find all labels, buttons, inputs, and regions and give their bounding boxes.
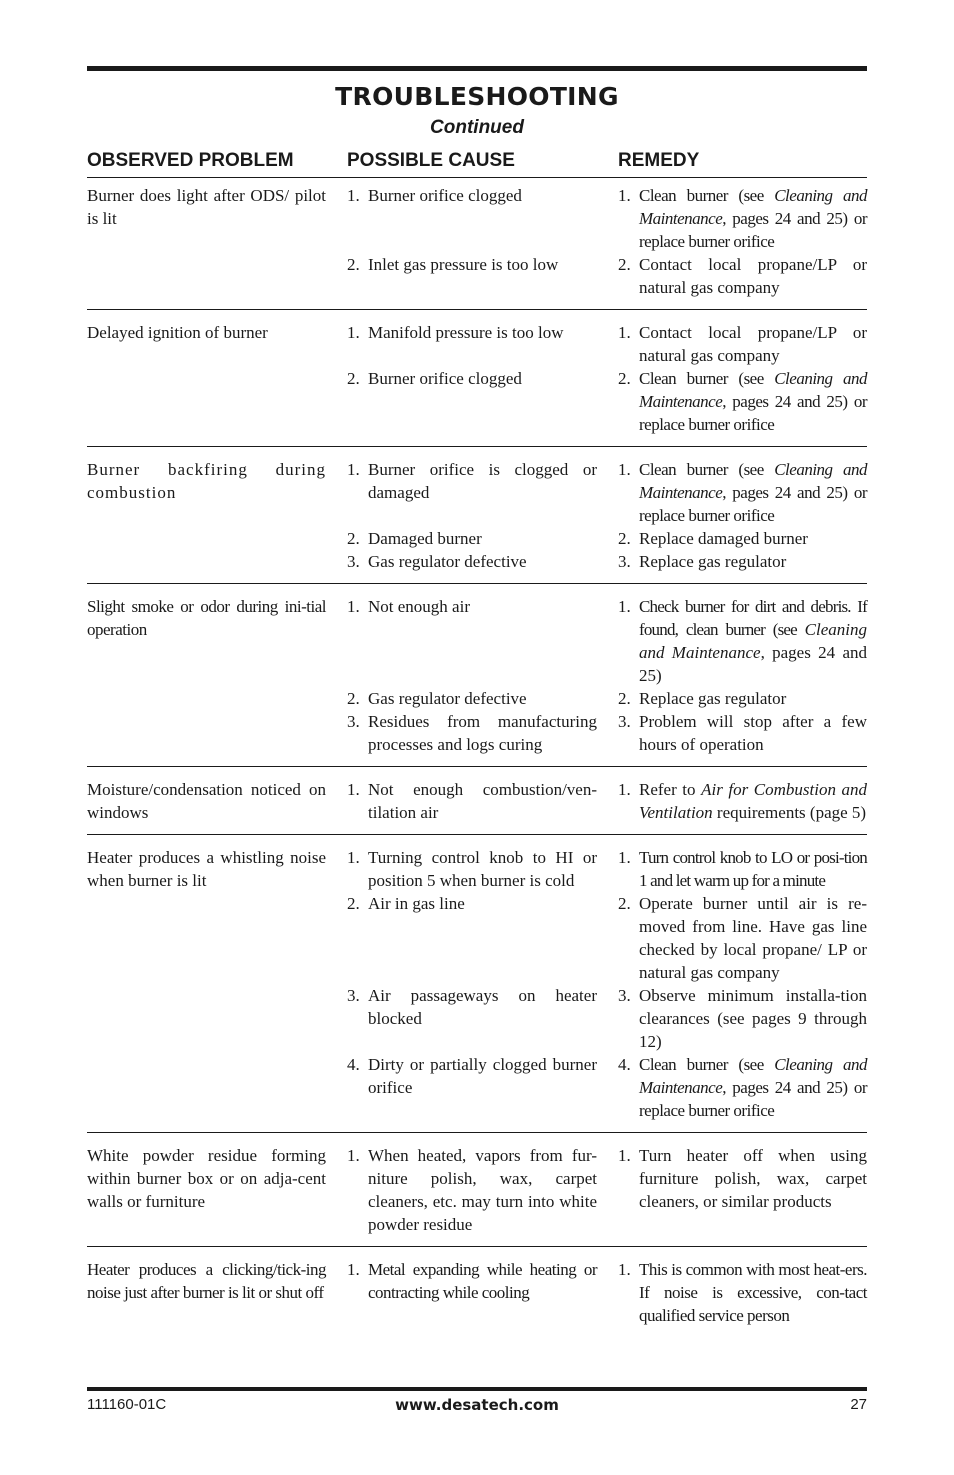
table-row xyxy=(87,584,867,767)
top-rule xyxy=(87,66,867,71)
remedy-item: 2. Replace gas regulator xyxy=(618,689,787,708)
possible-causes xyxy=(347,1258,597,1327)
website-link[interactable]: www.desatech.com xyxy=(395,1396,559,1414)
possible-causes xyxy=(347,1144,597,1236)
cause-item: 4. Dirty or partially clogged burner orifice xyxy=(347,1055,597,1097)
remedies xyxy=(618,184,867,299)
cause-item: 3. Gas regulator defective xyxy=(347,552,527,571)
remedies xyxy=(618,778,867,824)
remedy-item: 3. Observe minimum installa-tion clearances (see pages 9 through 12) xyxy=(618,986,867,1051)
remedy-item: 1. Turn heater off when using furniture polish, wax, carpet cleaners, or similar products xyxy=(618,1146,867,1211)
possible-causes xyxy=(347,846,597,1122)
troubleshooting-table xyxy=(87,178,867,1337)
observed-problem: Moisture/condensation noticed on windows xyxy=(87,780,326,822)
document-number: 111160-01C xyxy=(87,1396,167,1413)
remedy-item: 1. Check burner for dirt and debris. If found, clean burner (see Cleaning and Maintenance, pages 24 and 25) xyxy=(618,597,867,685)
cause-item: 2. Damaged burner xyxy=(347,529,482,548)
remedies xyxy=(618,458,867,573)
possible-causes xyxy=(347,595,597,756)
observed-problem: Delayed ignition of burner xyxy=(87,323,268,342)
cause-item: 2. Inlet gas pressure is too low xyxy=(347,255,559,274)
table-row xyxy=(87,1133,867,1247)
possible-causes xyxy=(347,778,597,824)
remedy-item: 2. Contact local propane/LP or natural gas company xyxy=(618,255,867,297)
remedy-item: 4. Clean burner (see Cleaning and Maintenance, pages 24 and 25) or replace burner orifice xyxy=(618,1055,867,1120)
cause-item: 2. Air in gas line xyxy=(347,894,465,913)
possible-causes xyxy=(347,458,597,573)
column-header-problem: OBSERVED PROBLEM xyxy=(87,150,294,171)
cause-item: 3. Air passageways on heater blocked xyxy=(347,986,597,1028)
page-number: 27 xyxy=(850,1396,867,1413)
cause-item: 2. Gas regulator defective xyxy=(347,689,527,708)
table-row xyxy=(87,835,867,1133)
cause-item: 1. Burner orifice clogged xyxy=(347,186,522,205)
remedy-item: 1. Turn control knob to LO or posi-tion 1 and let warm up for a minute xyxy=(618,848,867,890)
remedy-item: 2. Clean burner (see Cleaning and Maintenance, pages 24 and 25) or replace burner orifice xyxy=(618,369,867,434)
remedy-item: 2. Operate burner until air is re-moved from line. Have gas line checked by local propane/ LP or natural gas company xyxy=(618,894,867,982)
cause-item: 1. Burner orifice is clogged or damaged xyxy=(347,460,597,502)
page-subtitle: Continued xyxy=(430,117,524,138)
cause-item: 1. Turning control knob to HI or position 5 when burner is cold xyxy=(347,848,597,890)
table-row xyxy=(87,1247,867,1337)
remedies xyxy=(618,846,867,1122)
remedy-item: 1. Clean burner (see Cleaning and Maintenance, pages 24 and 25) or replace burner orifice xyxy=(618,460,867,525)
possible-causes xyxy=(347,184,597,299)
observed-problem: Heater produces a clicking/tick-ing noise just after burner is lit or shut off xyxy=(87,1260,326,1302)
remedy-item: 3. Problem will stop after a few hours of operation xyxy=(618,712,867,754)
observed-problem: Burner backfiring during combustion xyxy=(87,460,326,502)
remedies xyxy=(618,321,867,436)
column-header-cause: POSSIBLE CAUSE xyxy=(347,150,515,171)
table-row xyxy=(87,767,867,835)
remedy-item: 1. Contact local propane/LP or natural gas company xyxy=(618,323,867,365)
possible-causes xyxy=(347,321,597,436)
cause-item: 1. When heated, vapors from fur-niture polish, wax, carpet cleaners, etc. may turn into white powder residue xyxy=(347,1146,597,1234)
remedies xyxy=(618,1144,867,1236)
cause-item: 3. Residues from manufacturing processes and logs curing xyxy=(347,712,597,754)
cause-item: 1. Not enough combustion/ven-tilation air xyxy=(347,780,597,822)
remedy-item: 3. Replace gas regulator xyxy=(618,552,787,571)
table-row xyxy=(87,178,867,310)
observed-problem: Heater produces a whistling noise when burner is lit xyxy=(87,848,326,890)
observed-problem: Slight smoke or odor during ini-tial operation xyxy=(87,597,326,639)
observed-problem: White powder residue forming within burner box or on adja-cent walls or furniture xyxy=(87,1146,326,1211)
bottom-rule xyxy=(87,1387,867,1391)
column-header-remedy: REMEDY xyxy=(618,150,700,171)
cause-item: 2. Burner orifice clogged xyxy=(347,369,522,388)
remedies xyxy=(618,1258,867,1327)
remedies xyxy=(618,595,867,756)
remedy-item: 1. Clean burner (see Cleaning and Maintenance, pages 24 and 25) or replace burner orifice xyxy=(618,186,867,251)
table-row xyxy=(87,447,867,584)
cause-item: 1. Metal expanding while heating or contracting while cooling xyxy=(347,1260,597,1302)
remedy-item: 1. This is common with most heat-ers. If noise is excessive, con-tact qualified service person xyxy=(618,1260,867,1325)
cause-item: 1. Not enough air xyxy=(347,597,470,616)
page-title: TROUBLESHOOTING xyxy=(335,82,619,111)
remedy-item: 1. Refer to Air for Combustion and Ventilation requirements (page 5) xyxy=(618,780,867,822)
observed-problem: Burner does light after ODS/ pilot is lit xyxy=(87,186,326,228)
table-row xyxy=(87,310,867,447)
remedy-item: 2. Replace damaged burner xyxy=(618,529,808,548)
cause-item: 1. Manifold pressure is too low xyxy=(347,323,564,342)
